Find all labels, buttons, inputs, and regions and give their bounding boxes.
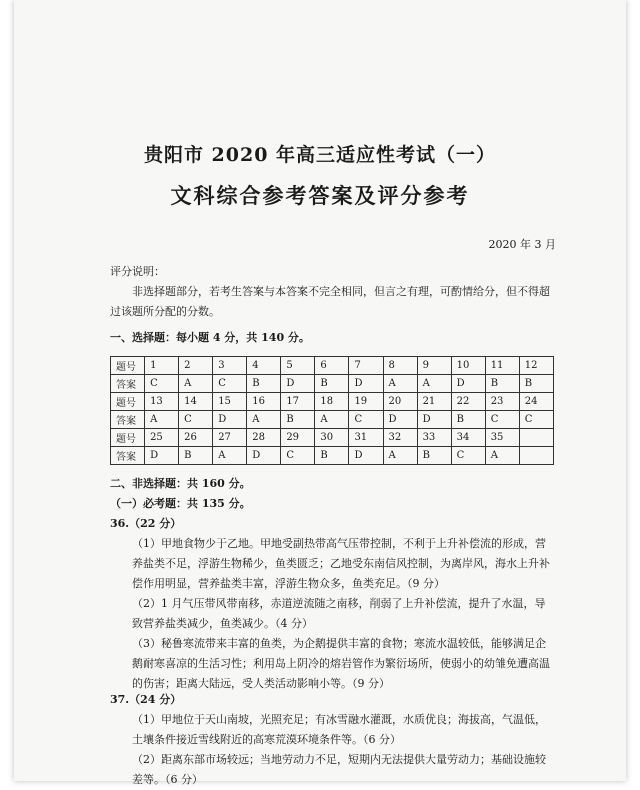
section2-heading: 二、非选择题：共 160 分。 <box>110 477 251 490</box>
scoring-note-text: 非选择题部分，若考生答案与本答案不完全相同，但言之有理，可酌情给分，但不得超过该题所分配的分数。 <box>110 285 550 318</box>
answer-table-cell: 2 <box>179 357 213 375</box>
section2 <box>110 474 550 694</box>
q36-heading: 36.（22 分） <box>110 517 182 530</box>
answer-table-cell: 3 <box>213 357 247 375</box>
answer-table-cell: B <box>315 447 349 465</box>
answer-table-cell: C <box>145 375 179 393</box>
answer-table-cell: 30 <box>315 429 349 447</box>
answer-table-cell: 24 <box>519 393 553 411</box>
answer-table-cell: 18 <box>315 393 349 411</box>
answer-table-row <box>111 447 554 465</box>
answer-table-cell: 29 <box>281 429 315 447</box>
answer-table-cell: 21 <box>417 393 451 411</box>
answer-table-cell: D <box>383 411 417 429</box>
answer-table-row <box>111 393 554 411</box>
q37-answer-2: （2）距离东部市场较远；当地劳动力不足，短期内无法提供大量劳动力；基础设施较差等。（6 分） <box>132 753 546 786</box>
answer-table-cell: B <box>315 375 349 393</box>
answer-table-cell: B <box>519 375 553 393</box>
answer-table-cell: 题号 <box>111 429 145 447</box>
answer-table-cell: 9 <box>417 357 451 375</box>
answer-table-cell <box>519 447 553 465</box>
answer-table-cell: 8 <box>383 357 417 375</box>
answer-table-cell: 15 <box>213 393 247 411</box>
answer-table-cell: 5 <box>281 357 315 375</box>
answer-table-cell: 13 <box>145 393 179 411</box>
answer-table-cell: A <box>383 375 417 393</box>
answer-table-cell: C <box>485 411 519 429</box>
answer-table-cell: B <box>247 375 281 393</box>
answer-table-cell: 34 <box>451 429 485 447</box>
answer-table-cell: 19 <box>349 393 383 411</box>
answer-table-cell: 22 <box>451 393 485 411</box>
answer-table-cell <box>519 429 553 447</box>
section2-subheading: （一）必考题：共 135 分。 <box>110 497 251 510</box>
answer-table-cell: C <box>213 375 247 393</box>
q37 <box>110 690 550 790</box>
q36-answer-2: （2）1 月气压带风带南移，赤道逆流随之南移，削弱了上升补偿流，提升了水温，导致营养盐类减少，鱼类减少。（4 分） <box>132 597 546 630</box>
section1-heading: 一、选择题：每小题 4 分，共 140 分。 <box>110 331 310 344</box>
answer-table-cell: D <box>213 411 247 429</box>
answer-table-cell: B <box>485 375 519 393</box>
answer-table-cell: C <box>281 447 315 465</box>
answer-table-cell: D <box>451 375 485 393</box>
q37-answer-1: （1）甲地位于天山南坡，光照充足；有冰雪融水灌溉，水质优良；海拔高，气温低，土壤条件接近雪线附近的高寒荒漠环境条件等。（6 分） <box>132 713 546 746</box>
answer-table-cell: A <box>315 411 349 429</box>
answer-key-title: 文科综合参考答案及评分参考 <box>170 183 470 208</box>
answer-table <box>110 356 554 465</box>
answer-table-cell: A <box>145 411 179 429</box>
answer-table-cell: B <box>281 411 315 429</box>
scoring-note <box>110 262 550 322</box>
answer-table-cell: D <box>349 375 383 393</box>
q37-heading: 37.（24 分） <box>110 693 182 706</box>
answer-table-cell: C <box>349 411 383 429</box>
answer-table-cell: 23 <box>485 393 519 411</box>
answer-table-cell: 题号 <box>111 393 145 411</box>
answer-table-cell: A <box>417 375 451 393</box>
answer-table-cell: 20 <box>383 393 417 411</box>
answer-table-cell: 答案 <box>111 375 145 393</box>
answer-table-cell: D <box>349 447 383 465</box>
answer-table-cell: B <box>451 411 485 429</box>
answer-table-cell: 12 <box>519 357 553 375</box>
document-date: 2020 年 3 月 <box>488 238 556 251</box>
answer-table-cell: A <box>383 447 417 465</box>
answer-table-cell: B <box>417 447 451 465</box>
answer-table-cell: D <box>281 375 315 393</box>
answer-table-cell: 35 <box>485 429 519 447</box>
document-page <box>14 0 626 786</box>
answer-table-cell: A <box>179 375 213 393</box>
answer-table-cell: 31 <box>349 429 383 447</box>
answer-table-cell: A <box>247 411 281 429</box>
answer-table-cell: A <box>485 447 519 465</box>
answer-table-cell: 33 <box>417 429 451 447</box>
answer-table-cell: 26 <box>179 429 213 447</box>
answer-table-cell: 28 <box>247 429 281 447</box>
answer-table-cell: 10 <box>451 357 485 375</box>
answer-table-cell: 7 <box>349 357 383 375</box>
answer-table-cell: C <box>519 411 553 429</box>
scoring-note-heading: 评分说明： <box>110 265 165 278</box>
q36-answer-3: （3）秘鲁寒流带来丰富的鱼类，为企鹅提供丰富的食物；寒流水温较低，能够满足企鹅耐寒喜凉的生活习性；利用岛上阴冷的熔岩管作为繁衍场所，使弱小的幼雏免遭高温的伤害；距离大陆远，受人类活动影响小等。（9 分） <box>132 637 550 690</box>
answer-table-cell: 答案 <box>111 447 145 465</box>
answer-table-cell: 17 <box>281 393 315 411</box>
answer-table-row <box>111 411 554 429</box>
answer-table-cell: D <box>417 411 451 429</box>
answer-table-cell: 25 <box>145 429 179 447</box>
answer-table-cell: 11 <box>485 357 519 375</box>
answer-table-cell: 1 <box>145 357 179 375</box>
answer-table-cell: C <box>179 411 213 429</box>
answer-table-row <box>111 357 554 375</box>
answer-table-cell: 4 <box>247 357 281 375</box>
answer-table-cell: D <box>145 447 179 465</box>
answer-table-cell: B <box>179 447 213 465</box>
answer-table-row <box>111 429 554 447</box>
answer-table-cell: 6 <box>315 357 349 375</box>
answer-table-cell: D <box>247 447 281 465</box>
answer-table-cell: C <box>451 447 485 465</box>
exam-title: 贵阳市 2020 年高三适应性考试（一） <box>143 144 497 166</box>
q36-answer-1: （1）甲地食物少于乙地。甲地受副热带高气压带控制，不利于上升补偿流的形成，营养盐类不足，浮游生物稀少，鱼类匮乏；乙地受东南信风控制，为离岸风，海水上升补偿作用明显，营养盐类丰富，浮游生物众多，鱼类充足。（9 分） <box>132 537 550 590</box>
answer-table-cell: 题号 <box>111 357 145 375</box>
answer-table-cell: 16 <box>247 393 281 411</box>
answer-table-row <box>111 375 554 393</box>
answer-table-cell: 14 <box>179 393 213 411</box>
answer-table-cell: 27 <box>213 429 247 447</box>
answer-table-cell: A <box>213 447 247 465</box>
answer-table-cell: 答案 <box>111 411 145 429</box>
answer-table-cell: 32 <box>383 429 417 447</box>
